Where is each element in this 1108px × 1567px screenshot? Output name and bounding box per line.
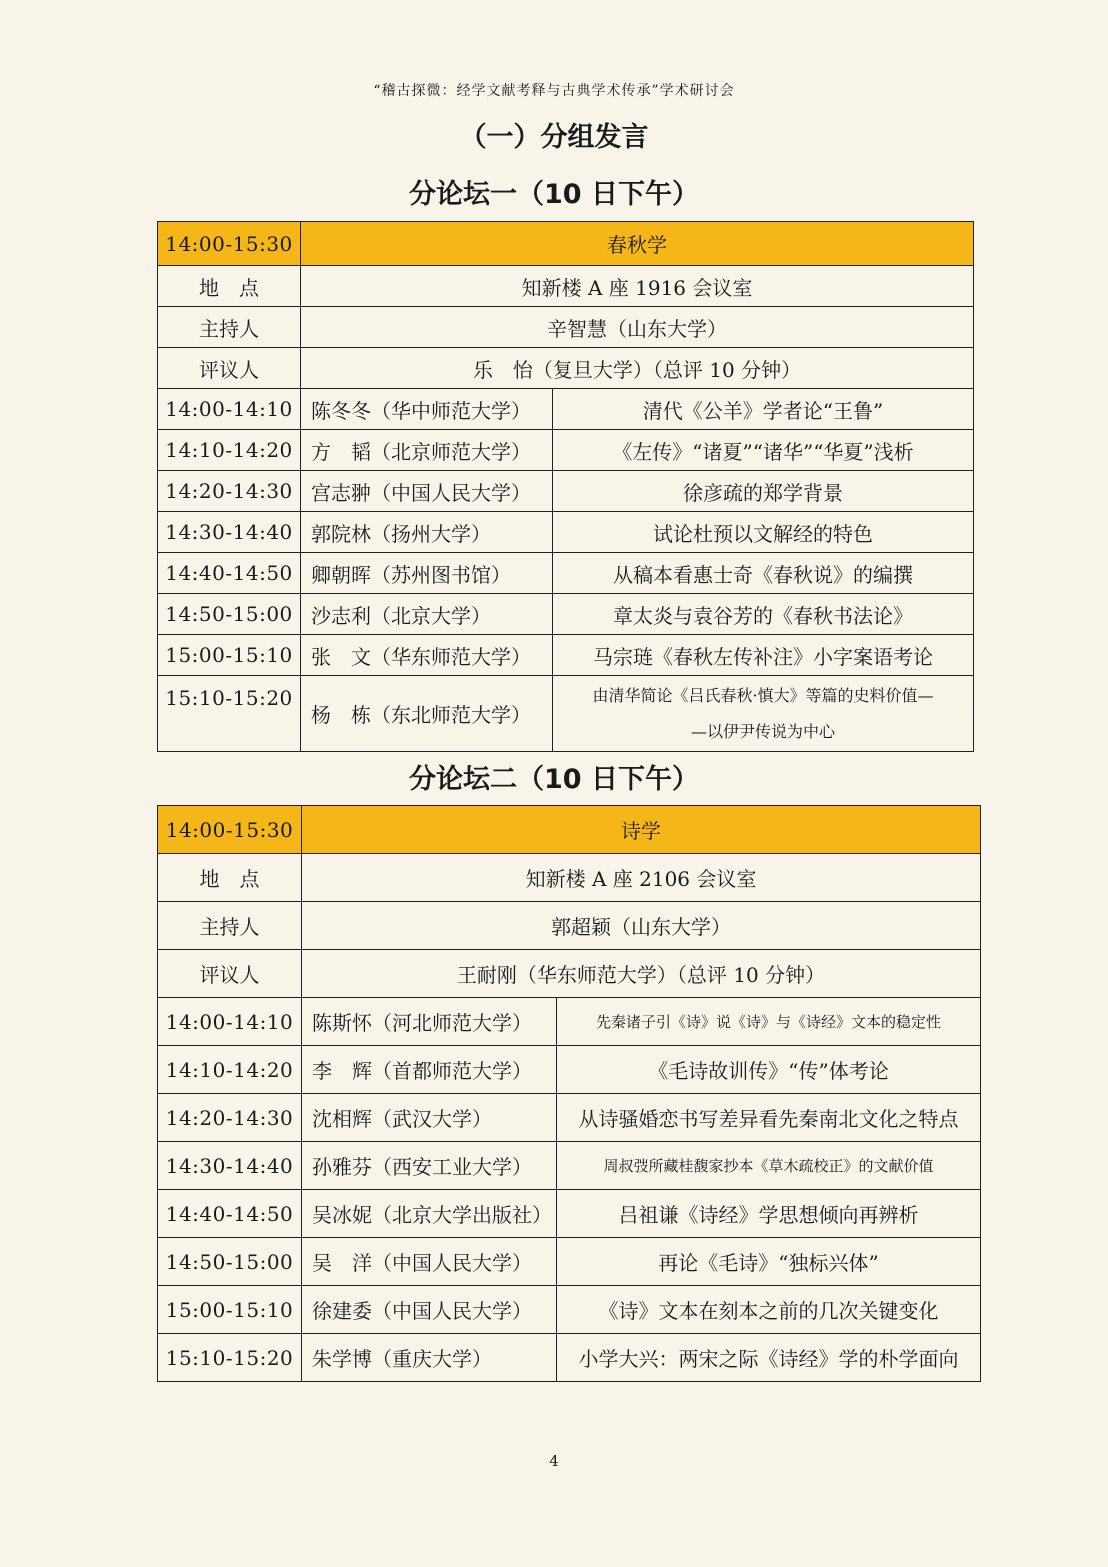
forum1-location-label: 地 点 xyxy=(158,266,301,307)
forum1-reviewer: 乐 怡（复旦大学）（总评 10 分钟） xyxy=(301,348,974,389)
forum2-session-row xyxy=(158,806,981,854)
table-row xyxy=(158,389,974,430)
talk-time: 14:50-15:00 xyxy=(158,1238,302,1286)
talk-title: 马宗琏《春秋左传补注》小字案语考论 xyxy=(553,635,974,676)
forum2-reviewer-label: 评议人 xyxy=(158,950,302,998)
talk-title: 从稿本看惠士奇《春秋说》的编撰 xyxy=(553,553,974,594)
talk-title xyxy=(553,676,974,752)
talk-speaker: 方 韬（北京师范大学） xyxy=(301,430,553,471)
talk-speaker: 吴 洋（中国人民大学） xyxy=(302,1238,557,1286)
table-row xyxy=(158,998,981,1046)
forum1-reviewer-row xyxy=(158,348,974,389)
talk-speaker: 孙雅芬（西安工业大学） xyxy=(302,1142,557,1190)
page-number: 4 xyxy=(549,1452,559,1470)
table-row xyxy=(158,1142,981,1190)
talk-speaker: 徐建委（中国人民大学） xyxy=(302,1286,557,1334)
table-row xyxy=(158,594,974,635)
forum1-session-time: 14:00-15:30 xyxy=(158,222,301,266)
forum1-last-talk-row xyxy=(158,676,974,752)
forum1-host-row xyxy=(158,307,974,348)
talk-speaker: 沙志利（北京大学） xyxy=(301,594,553,635)
forum2-reviewer: 王耐刚（华东师范大学）（总评 10 分钟） xyxy=(302,950,981,998)
forum2-session-name: 诗学 xyxy=(302,806,981,854)
talk-title: 周叔弢所藏桂馥家抄本《草木疏校正》的文献价值 xyxy=(557,1142,981,1190)
talk-time: 14:10-14:20 xyxy=(158,1046,302,1094)
talk-time: 14:00-14:10 xyxy=(158,998,302,1046)
talk-speaker: 张 文（华东师范大学） xyxy=(301,635,553,676)
talk-time: 14:20-14:30 xyxy=(158,471,301,512)
talk-title: 再论《毛诗》“独标兴体” xyxy=(557,1238,981,1286)
talk-time: 14:30-14:40 xyxy=(158,512,301,553)
forum2-title: 分论坛二（10 日下午） xyxy=(409,764,699,795)
table-row xyxy=(158,1190,981,1238)
talk-speaker: 杨 栋（东北师范大学） xyxy=(301,676,553,752)
table-row xyxy=(158,1094,981,1142)
talk-time: 14:40-14:50 xyxy=(158,1190,302,1238)
talk-speaker: 吴冰妮（北京大学出版社） xyxy=(302,1190,557,1238)
forum2-location-row xyxy=(158,854,981,902)
talk-title: 徐彦疏的郑学背景 xyxy=(553,471,974,512)
talk-speaker: 李 辉（首都师范大学） xyxy=(302,1046,557,1094)
forum2-session-time: 14:00-15:30 xyxy=(158,806,302,854)
talk-title: 《诗》文本在刻本之前的几次关键变化 xyxy=(557,1286,981,1334)
talk-title: 章太炎与袁谷芳的《春秋书法论》 xyxy=(553,594,974,635)
forum2-host-row xyxy=(158,902,981,950)
forum2-reviewer-row xyxy=(158,950,981,998)
talk-speaker: 陈冬冬（华中师范大学） xyxy=(301,389,553,430)
table-row xyxy=(158,635,974,676)
forum1-location-row xyxy=(158,266,974,307)
talk-time: 15:00-15:10 xyxy=(158,635,301,676)
talk-speaker: 卿朝晖（苏州图书馆） xyxy=(301,553,553,594)
table-row xyxy=(158,512,974,553)
talk-time: 14:20-14:30 xyxy=(158,1094,302,1142)
table-row xyxy=(158,1238,981,1286)
table-row xyxy=(158,553,974,594)
talk-speaker: 沈相辉（武汉大学） xyxy=(302,1094,557,1142)
forum1-location: 知新楼 A 座 1916 会议室 xyxy=(301,266,974,307)
talk-speaker: 朱学博（重庆大学） xyxy=(302,1334,557,1382)
table-row xyxy=(158,1334,981,1382)
conference-header: “稽古探微：经学文献考释与古典学术传承”学术研讨会 xyxy=(373,83,735,99)
talk-speaker: 郭院林（扬州大学） xyxy=(301,512,553,553)
forum1-host: 辛智慧（山东大学） xyxy=(301,307,974,348)
forum1-reviewer-label: 评议人 xyxy=(158,348,301,389)
talk-time: 14:00-14:10 xyxy=(158,389,301,430)
forum1-session-row xyxy=(158,222,974,266)
talk-title: 从诗骚婚恋书写差异看先秦南北文化之特点 xyxy=(557,1094,981,1142)
talk-time: 14:10-14:20 xyxy=(158,430,301,471)
talk-title: 《左传》“诸夏”“诸华”“华夏”浅析 xyxy=(553,430,974,471)
table-row xyxy=(158,1046,981,1094)
table-row xyxy=(158,430,974,471)
forum1-schedule-table xyxy=(157,221,974,752)
forum2-host-label: 主持人 xyxy=(158,902,302,950)
forum2-location-label: 地 点 xyxy=(158,854,302,902)
forum1-session-name: 春秋学 xyxy=(301,222,974,266)
forum1-title: 分论坛一（10 日下午） xyxy=(409,179,699,210)
talk-time: 14:30-14:40 xyxy=(158,1142,302,1190)
talk-title: 《毛诗故训传》“传”体考论 xyxy=(557,1046,981,1094)
talk-title: 清代《公羊》学者论“王鲁” xyxy=(553,389,974,430)
talk-speaker: 陈斯怀（河北师范大学） xyxy=(302,998,557,1046)
talk-title: 吕祖谦《诗经》学思想倾向再辨析 xyxy=(557,1190,981,1238)
table-row xyxy=(158,1286,981,1334)
talk-time: 15:10-15:20 xyxy=(158,676,301,752)
section-title: （一）分组发言 xyxy=(459,122,649,153)
table-row xyxy=(158,471,974,512)
forum2-host: 郭超颖（山东大学） xyxy=(302,902,981,950)
forum2-location: 知新楼 A 座 2106 会议室 xyxy=(302,854,981,902)
talk-title: 先秦诸子引《诗》说《诗》与《诗经》文本的稳定性 xyxy=(557,998,981,1046)
talk-title: 小学大兴：两宋之际《诗经》学的朴学面向 xyxy=(557,1334,981,1382)
talk-time: 14:40-14:50 xyxy=(158,553,301,594)
talk-speaker: 宫志翀（中国人民大学） xyxy=(301,471,553,512)
forum1-host-label: 主持人 xyxy=(158,307,301,348)
talk-title-line2: —以伊尹传说为中心 xyxy=(690,721,835,741)
forum2-schedule-table xyxy=(157,805,981,1382)
talk-time: 15:00-15:10 xyxy=(158,1286,302,1334)
talk-title: 试论杜预以文解经的特色 xyxy=(553,512,974,553)
talk-time: 15:10-15:20 xyxy=(158,1334,302,1382)
talk-time: 14:50-15:00 xyxy=(158,594,301,635)
talk-title-line1: 由清华简论《吕氏春秋·慎大》等篇的史料价值— xyxy=(592,685,934,705)
